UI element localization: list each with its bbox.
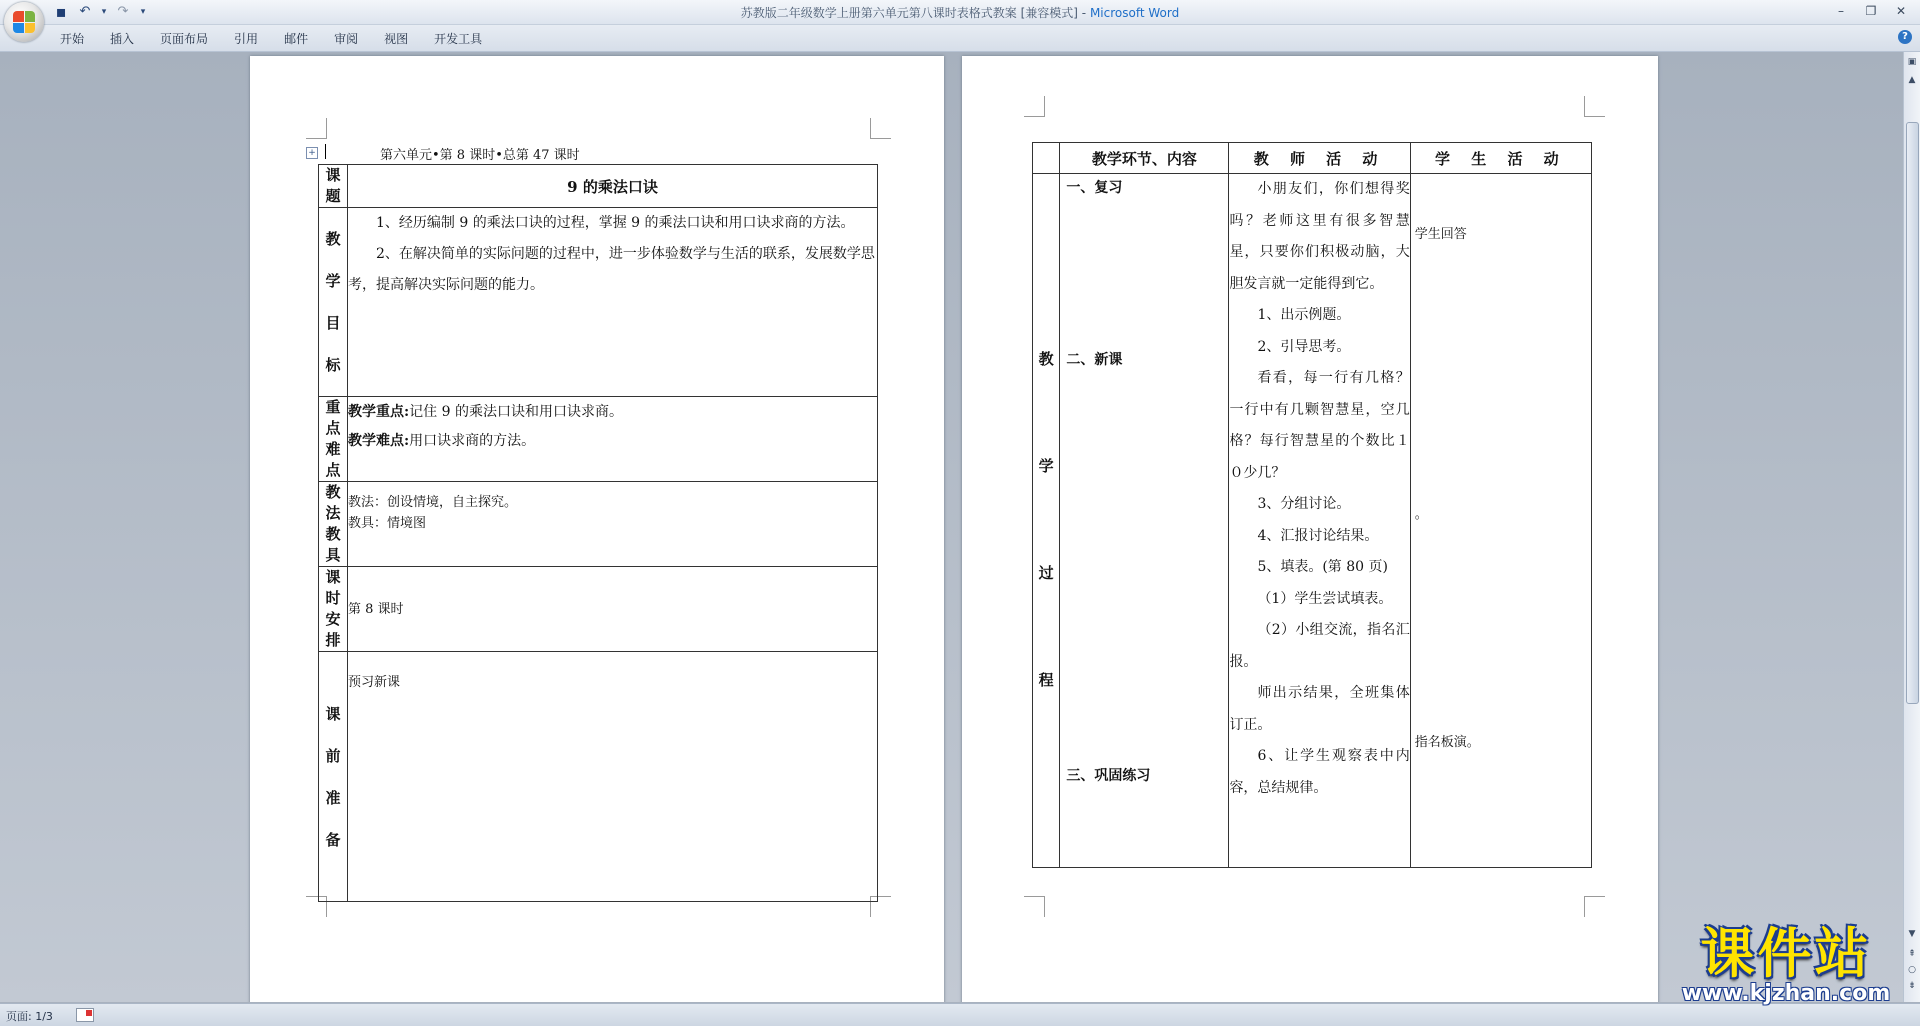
proofing-icon[interactable] <box>76 1008 94 1022</box>
watermark-logo <box>1668 922 1904 1006</box>
prep-row-label: 课前准备 <box>319 652 348 902</box>
app-name: Microsoft Word <box>1089 6 1180 20</box>
crop-mark <box>1024 96 1045 117</box>
student-cell[interactable] <box>1410 174 1591 868</box>
teacher-step: 4、汇报讨论结果。 <box>1257 527 1379 544</box>
schedule-row-label: 课时安排 <box>319 567 348 652</box>
window-title <box>0 4 1920 21</box>
corner-cell <box>1033 143 1060 174</box>
teaching-tools: 教具：情境图 <box>348 516 427 531</box>
section-review: 一、复习 <box>1066 180 1123 196</box>
lesson-header: 第六单元•第 8 课时•总第 47 课时 <box>380 148 580 163</box>
help-icon[interactable]: ? <box>1898 30 1912 44</box>
key-point: 记住 9 的乘法口诀和用口诀求商。 <box>409 404 623 420</box>
method-cell[interactable] <box>348 482 878 567</box>
page-count[interactable]: 页面: 1/3 <box>6 1010 53 1023</box>
undo-dropdown-icon[interactable]: ▾ <box>101 7 107 17</box>
section-practice: 三、巩固练习 <box>1066 768 1151 784</box>
tab-home[interactable]: 开始 <box>60 32 85 46</box>
ribbon-tabs <box>0 25 1920 52</box>
teacher-step: 5、填表。(第 80 页) <box>1257 559 1388 575</box>
header-teacher: 教 师 活 动 <box>1229 143 1410 174</box>
document-page-2[interactable] <box>962 56 1658 1002</box>
redo-icon[interactable]: ↷ <box>117 4 129 19</box>
vertical-scrollbar[interactable] <box>1903 52 1920 1002</box>
student-board: 指名板演。 <box>1414 735 1480 750</box>
document-page-1[interactable] <box>250 56 944 1002</box>
scrollbar-thumb[interactable] <box>1906 122 1919 704</box>
lesson-title[interactable]: 9 的乘法口诀 <box>348 165 878 208</box>
teacher-step: （2）小组交流，指名汇报。 <box>1229 622 1410 670</box>
lesson-info-table <box>318 164 878 902</box>
header-student: 学 生 活 动 <box>1410 143 1591 174</box>
teacher-step: 看看，每一行有几格？一行中有几颗智慧星，空几格？每行智慧星的个数比１０少几？ <box>1229 370 1410 481</box>
crop-mark <box>1584 96 1605 117</box>
teacher-step: 1、出示例题。 <box>1257 307 1351 323</box>
side-char-3: 过 <box>1038 563 1054 582</box>
tab-insert[interactable]: 插入 <box>110 32 135 46</box>
teaching-method: 教法：创设情境，自主探究。 <box>348 495 518 510</box>
restore-button[interactable]: ❐ <box>1865 4 1877 18</box>
side-char-4: 程 <box>1038 670 1054 689</box>
side-char-1: 教 <box>1038 349 1054 368</box>
tab-view[interactable]: 视图 <box>384 32 409 46</box>
close-button[interactable]: ✕ <box>1895 4 1907 18</box>
scroll-up-icon[interactable]: ▲ <box>1908 75 1916 85</box>
tab-review[interactable]: 审阅 <box>334 32 359 46</box>
browse-object-icon[interactable]: ○ <box>1908 965 1916 975</box>
lesson-schedule: 第 8 课时 <box>348 601 404 617</box>
status-bar <box>0 1003 1920 1026</box>
document-name: 苏教版二年级数学上册第六单元第八课时表格式教案 [兼容模式] <box>740 6 1078 20</box>
title-separator: - <box>1077 6 1090 20</box>
previous-page-icon[interactable]: ⇞ <box>1908 949 1916 959</box>
watermark-url: www.kjzhan.com <box>1681 981 1891 1006</box>
schedule-cell[interactable] <box>348 567 878 652</box>
title-bar <box>0 0 1920 25</box>
text-cursor <box>325 144 326 159</box>
watermark-text: 课件站 <box>1700 922 1872 985</box>
save-icon[interactable]: ▪ <box>55 2 67 21</box>
teacher-step: 师出示结果，全班集体订正。 <box>1229 685 1410 733</box>
window-controls <box>1828 2 1914 20</box>
ruler-toggle-icon[interactable]: ▣ <box>1907 57 1917 67</box>
tab-page-layout[interactable]: 页面布局 <box>160 32 209 46</box>
scroll-down-icon[interactable]: ▼ <box>1908 929 1916 939</box>
goal-1: 1、经历编制 9 的乘法口诀的过程，掌握 9 的乘法口诀和用口诀求商的方法。 <box>376 215 855 231</box>
key-cell[interactable] <box>348 397 878 482</box>
stage-cell[interactable] <box>1060 174 1229 868</box>
minimize-button[interactable]: – <box>1838 4 1844 18</box>
tab-references[interactable]: 引用 <box>234 32 259 46</box>
title-row-label: 课题 <box>319 165 348 208</box>
next-page-icon[interactable]: ⇟ <box>1908 981 1916 991</box>
student-answer: 学生回答 <box>1414 227 1467 242</box>
table-move-handle-icon[interactable]: + <box>306 147 318 159</box>
goal-cell[interactable] <box>348 208 878 397</box>
lesson-prep: 预习新课 <box>348 675 401 690</box>
teacher-step: 6、让学生观察表中内容，总结规律。 <box>1229 748 1410 796</box>
teaching-process-table <box>1032 142 1592 868</box>
tab-mailings[interactable]: 邮件 <box>284 32 309 46</box>
header-stage: 教学环节、内容 <box>1060 143 1229 174</box>
teacher-cell[interactable] <box>1229 174 1410 868</box>
customize-toolbar-icon[interactable]: ▾ <box>140 7 146 17</box>
key-row-label: 重点难点 <box>319 397 348 482</box>
method-row-label: 教法教具 <box>319 482 348 567</box>
crop-mark <box>870 118 891 139</box>
undo-icon[interactable]: ↶ <box>79 4 91 19</box>
difficult-point: 用口诀求商的方法。 <box>409 433 536 449</box>
student-dot: 。 <box>1414 507 1428 522</box>
teacher-step: 2、引导思考。 <box>1257 338 1351 355</box>
crop-mark <box>1584 896 1605 917</box>
side-char-2: 学 <box>1038 456 1054 475</box>
office-button[interactable] <box>4 2 44 42</box>
teacher-step: （1）学生尝试填表。 <box>1257 590 1393 607</box>
tab-developer[interactable]: 开发工具 <box>434 32 483 46</box>
section-new: 二、新课 <box>1066 352 1123 368</box>
goal-row-label: 教学目标 <box>319 208 348 397</box>
process-side-label <box>1033 174 1060 868</box>
prep-cell[interactable] <box>348 652 878 902</box>
goal-2: 2、在解决简单的实际问题的过程中，进一步体验数学与生活的联系，发展数学思考，提高解决实际问题的能力。 <box>348 246 875 293</box>
document-workspace[interactable] <box>0 52 1904 1002</box>
teacher-step: 3、分组讨论。 <box>1257 496 1351 512</box>
teacher-step: 小朋友们，你们想得奖吗？老师这里有很多智慧星，只要你们积极动脑，大胆发言就一定能得到它。 <box>1229 181 1410 292</box>
office-logo-icon <box>13 11 35 33</box>
difficult-label: 教学难点: <box>348 433 410 449</box>
key-point-label: 教学重点: <box>348 404 410 420</box>
crop-mark <box>1024 896 1045 917</box>
crop-mark <box>306 118 327 139</box>
